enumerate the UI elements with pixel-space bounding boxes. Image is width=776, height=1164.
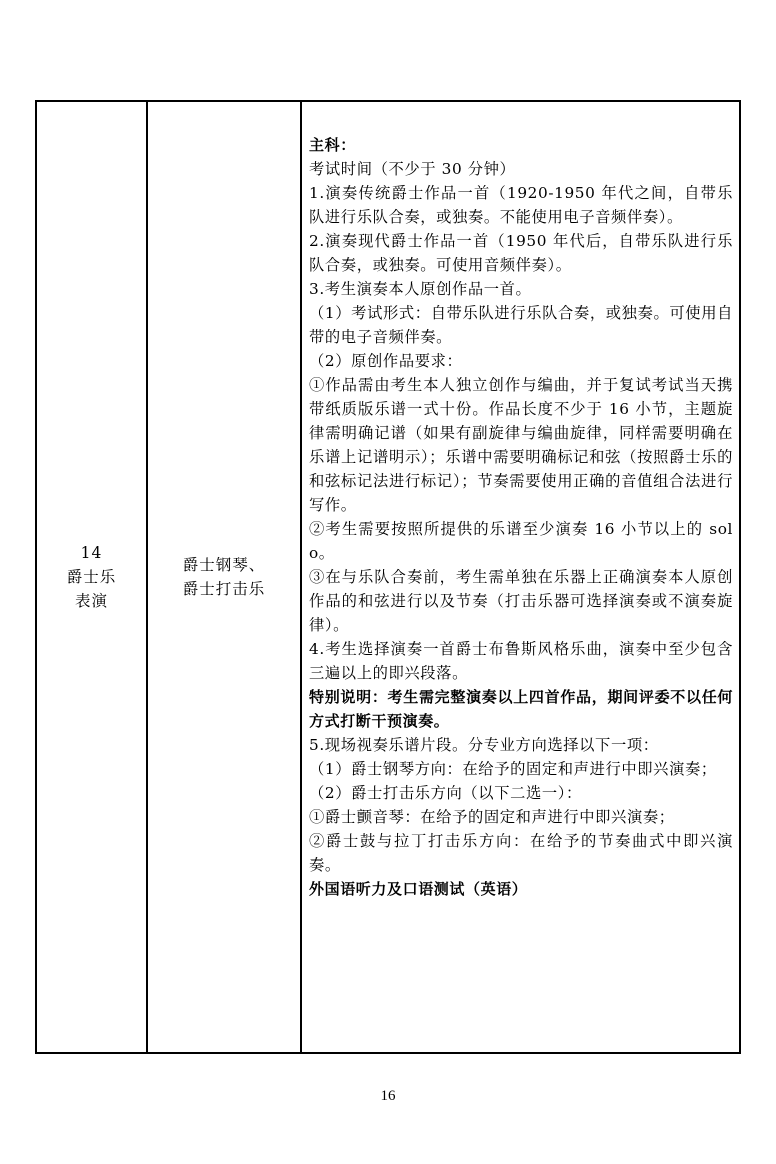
- para-item-3-req-2: ②考生需要按照所提供的乐谱至少演奏 16 小节以上的 solo。: [309, 520, 733, 562]
- para-item-2: 2.演奏现代爵士作品一首（1950 年代后，自带乐队进行乐队合奏，或独奏。可使用音频伴奏）。: [309, 232, 733, 274]
- instruments-cell: [147, 101, 301, 1053]
- para-item-3-req-3: ③在与乐队合奏前，考生需单独在乐器上正确演奏本人原创作品的和弦进行以及节奏（打击乐器可选择演奏或不演奏旋律）。: [309, 568, 733, 634]
- page-number: 16: [380, 1088, 396, 1104]
- instrument-line2: 爵士打击乐: [182, 580, 266, 598]
- category-name-line1: 爵士乐: [66, 568, 117, 586]
- para-item-5: 5.现场视奏乐谱片段。分专业方向选择以下一项：: [309, 736, 659, 754]
- category-cell: [36, 101, 147, 1053]
- para-item-5-drums-latin: ②爵士鼓与拉丁打击乐方向：在给予的节奏曲式中即兴演奏。: [309, 832, 733, 874]
- para-item-3-req-1: ①作品需由考生本人独立创作与编曲，并于复试考试当天携带纸质版乐谱一式十份。作品长度不少于 16 小节，主题旋律需明确记谱（如果有副旋律与编曲旋律，同样需要明确在乐谱上记谱明示）；乐谱中需要明确标记和弦（按照爵士乐的和弦标记法进行标记）；节奏需要使用正确的音值组合法进行写作。: [309, 376, 733, 514]
- para-special-note: 特别说明：考生需完整演奏以上四首作品，期间评委不以任何方式打断干预演奏。: [309, 688, 733, 730]
- para-item-3: 3.考生演奏本人原创作品一首。: [309, 280, 532, 298]
- category-name-line2: 表演: [74, 592, 108, 610]
- para-item-5-vibraphone: ①爵士颤音琴：在给予的固定和声进行中即兴演奏；: [309, 808, 675, 826]
- para-subject-heading: 主科：: [309, 136, 356, 154]
- exam-requirements-table: [35, 100, 741, 1054]
- requirements-cell: [301, 101, 740, 1053]
- para-item-3-requirements: （2）原创作品要求：: [309, 352, 463, 370]
- para-foreign-language-test: 外国语听力及口语测试（英语）: [309, 880, 528, 898]
- para-item-5-percussion: （2）爵士打击乐方向（以下二选一）：: [309, 784, 582, 802]
- para-item-4: 4.考生选择演奏一首爵士布鲁斯风格乐曲，演奏中至少包含三遍以上的即兴段落。: [309, 640, 733, 682]
- para-item-5-piano: （1）爵士钢琴方向：在给予的固定和声进行中即兴演奏；: [309, 760, 717, 778]
- para-item-1: 1.演奏传统爵士作品一首（1920-1950 年代之间，自带乐队进行乐队合奏，或独奏。不能使用电子音频伴奏）。: [309, 184, 733, 226]
- table-row: [36, 101, 740, 1053]
- instrument-line1: 爵士钢琴、: [182, 556, 266, 574]
- para-item-3-form: （1）考试形式：自带乐队进行乐队合奏，或独奏。可使用自带的电子音频伴奏。: [309, 304, 733, 346]
- row-number: 14: [80, 544, 103, 562]
- para-exam-duration: 考试时间（不少于 30 分钟）: [309, 160, 516, 178]
